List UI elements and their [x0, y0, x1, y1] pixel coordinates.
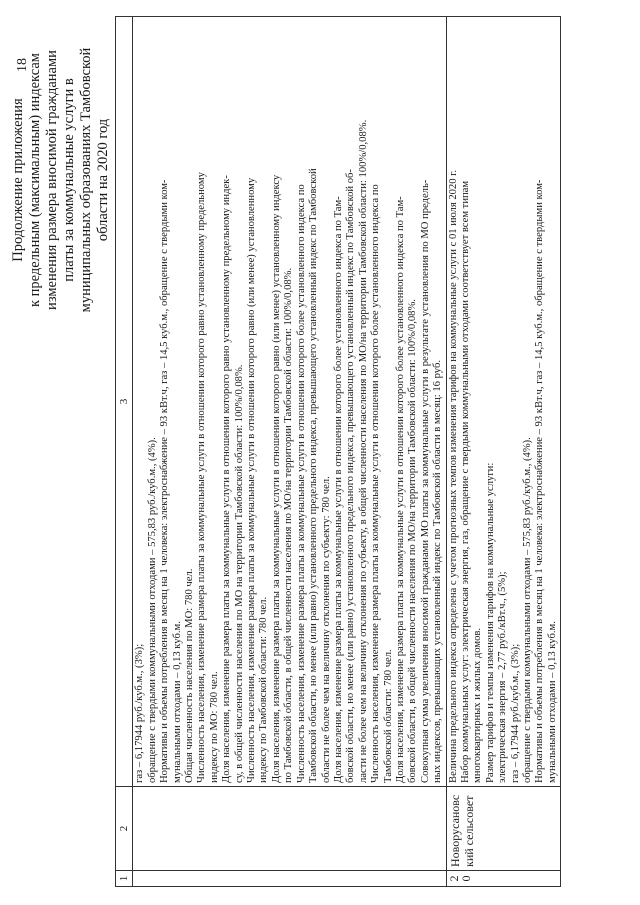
description-line: обращение с твердыми коммунальными отходами – 575,83 руб./куб.м., (4%). [146, 437, 158, 783]
description-line: су, в общей численности населения по МО на территории Тамбовской области: 100%/0,08%. [233, 364, 245, 783]
description-line: Доля населения, изменение размера платы за коммунальные услуги в отношении которого более установленного индекса по Там- [394, 196, 406, 783]
description-line: индексу по Тамбовской области: 780 чел. [258, 596, 270, 783]
description-line: ных индексов, превышающих установленный индекс по Тамбовской области в месяц: 16 руб. [432, 360, 444, 783]
description-cell [446, 17, 561, 787]
description-line: газ – 6,17944 руб./куб.м., (3%); [509, 643, 521, 783]
header-cell-number: 1 [116, 871, 133, 887]
description-line: Доля населения, изменение размера платы за коммунальные услуги в отношении которого равно (или менее) установленному индексу [270, 174, 282, 783]
description-line: Тамбовской области, но менее (или равно) установленного предельного индекса, превышающего установленный индекс по Тамбовской [308, 168, 320, 783]
description-line: Численность населения, изменение размера платы за коммунальные услуги в отношении которого равно установленному предельному [196, 172, 208, 783]
description-line: Общая численность населения по МО: 780 чел. [184, 568, 196, 783]
appendix-heading-line: к предельным (максимальным) индексам [27, 53, 43, 307]
description-line: обращение с твердыми коммунальными отходами – 575,83 руб./куб.м., (4%). [522, 437, 533, 783]
description-lines [134, 20, 444, 783]
description-line: бовской области, в общей численности населения по МО/на территории Тамбовской области: 100%/0,08%. [407, 299, 419, 783]
tariff-index-table [115, 16, 561, 887]
row-number-cell [133, 871, 446, 887]
description-lines [448, 20, 560, 783]
description-line: Доля населения, изменение размера платы за коммунальные услуги в отношении которого равно установленному предельному индек- [221, 175, 233, 783]
description-line: газ – 6,17944 руб./куб.м., (3%); [134, 643, 146, 783]
description-line: по Тамбовской области, в общей численности населения по МО/на территории Тамбовской области: 100%/0,08%. [283, 267, 295, 783]
description-line: Тамбовской области: 780 чел. [382, 649, 394, 783]
header-cell-description: 3 [116, 17, 133, 787]
description-line: ласти не более чем на величину отклонения по субъекту, в общей численности населения по МО/на территории Тамбовской области: 100%/0,08%. [357, 119, 369, 783]
municipality-name-cell: Новорусановский сельсовет [446, 787, 561, 871]
page-number: 18 [15, 58, 30, 72]
appendix-heading-line: муниципальных образованиях Тамбовской [78, 47, 94, 313]
header-cell-name: 2 [116, 787, 133, 871]
description-line: бовской области, но менее (или равно) установленного предельного индекса, превышающего установленный индекс по Тамбовской об- [345, 169, 357, 783]
description-line: Совокупная сумма увеличения вносимой гражданами МО платы за коммунальные услуги в результате установления по МО предель- [419, 179, 431, 783]
description-line: Численность населения, изменение размера платы за коммунальные услуги в отношении которого более установленного индекса по [295, 184, 307, 783]
description-line: Набор коммунальных услуг: электрическая энергия, газ, обращение с твердыми коммунальными отходами соответствует всем типам [459, 180, 471, 783]
description-line: Величина предельного индекса определена с учетом прогнозных темпов изменения тарифов на коммунальные услуги с 01 июля 2020 г. [447, 170, 459, 783]
row-number-cell: 20 [446, 871, 561, 887]
appendix-heading-line: области на 2020 год [95, 118, 111, 242]
description-line: Доля населения, изменение размера платы за коммунальные услуги в отношении которого более установленного индекса по Там- [332, 196, 344, 783]
description-line: мунальными отходами – 0,13 куб.м. [171, 621, 183, 783]
description-line: Численность населения, изменение размера платы за коммунальные услуги в отношении которого равно (или менее) установленному [246, 177, 258, 783]
municipality-name-cell [133, 787, 446, 871]
table-row [446, 17, 561, 887]
table-header-row [116, 17, 133, 887]
table-row [133, 17, 446, 887]
description-line: индексу по МО: 780 чел. [208, 671, 220, 783]
description-line: Нормативы и объемы потребления в месяц на 1 человека: электроснабжение – 93 кВт.ч, газ – 14,5 куб.м., обращение с твердыми ком- [534, 179, 546, 783]
description-line: Численность населения, изменение размера платы за коммунальные услуги в отношении которого более установленного индекса по [370, 184, 382, 783]
description-line: электрическая энергия – 2,77 руб./кВт.ч., (5%); [497, 571, 509, 783]
appendix-heading-line: изменения размера вносимой гражданами [44, 50, 60, 310]
appendix-heading [10, 15, 112, 345]
appendix-heading-line: Продолжение приложения [10, 98, 26, 262]
description-line: многоквартирных и жилых домов. [472, 627, 484, 783]
appendix-heading-line: платы за коммунальные услуги в [61, 78, 77, 282]
description-line: Размер тарифов и темпы изменения тарифов на коммунальные услуги: [484, 462, 496, 783]
description-cell [133, 17, 446, 787]
description-line: мунальными отходами – 0,13 куб.м. [546, 621, 558, 783]
description-line: области не более чем на величину отклонения по субъекту: 780 чел. [320, 476, 332, 783]
description-line: Нормативы и объемы потребления в месяц на 1 человека: электроснабжение – 93 кВт.ч, газ – 14,5 куб.м., обращение с твердыми ком- [159, 179, 171, 783]
